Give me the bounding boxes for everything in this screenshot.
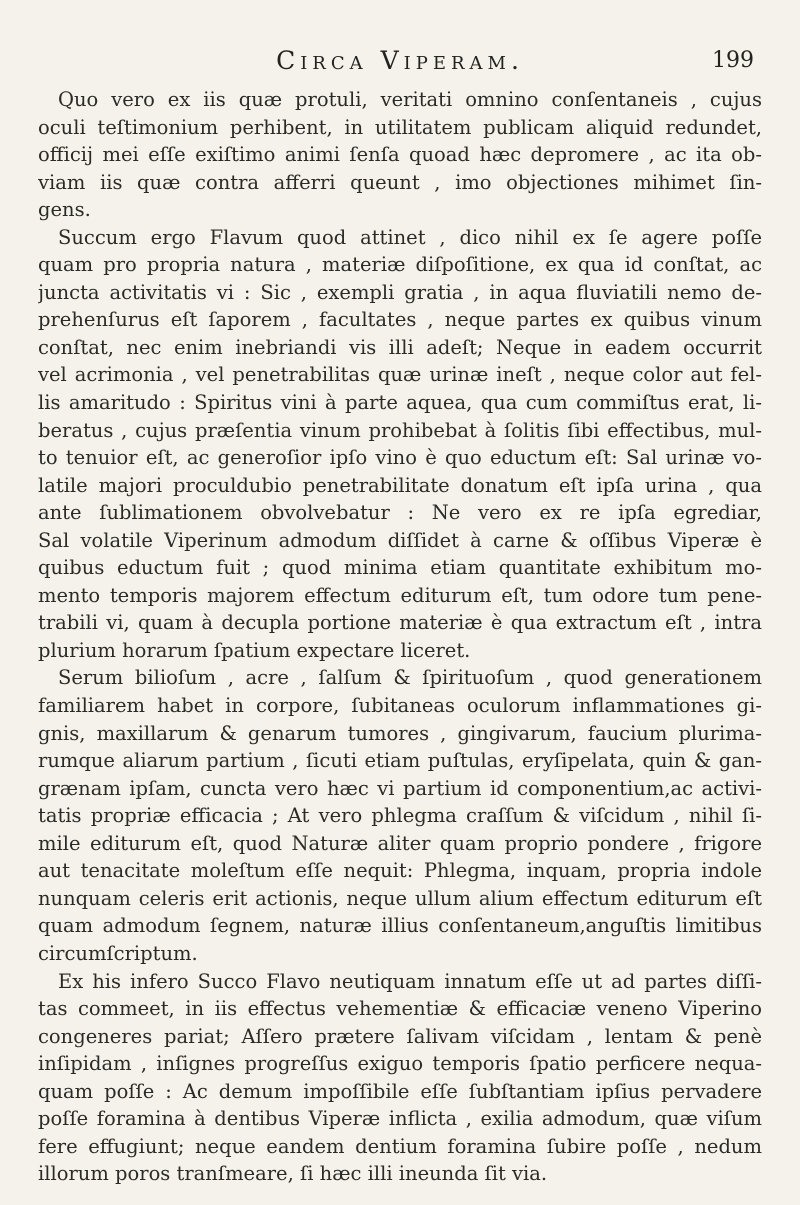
text-line: oculi teſtimonium perhibent, in utilitatem publicam aliquid redundet, — [38, 115, 762, 139]
text-line: illorum poros tranſmeare, ſi hæc illi ineunda ſit via. — [38, 1162, 548, 1186]
page-header — [38, 46, 762, 80]
text-line: fere effugiunt; neque eandem dentium foramina ſubire poſſe , nedum — [38, 1134, 762, 1158]
text-line: Quo vero ex iis quæ protuli, veritati omnino conſentaneis , cujus — [58, 88, 762, 111]
text-line: vel acrimonia , vel penetrabilitas quæ urinæ ineſt , neque color aut fel- — [38, 363, 762, 387]
text-line: to tenuior eſt, ac generoſior ipſo vino è quo eductum eſt: Sal urinæ vo- — [38, 446, 762, 470]
text-line: nunquam celeris erit actionis, neque ullum alium effectum editurum eſt — [38, 886, 762, 910]
text-line: quibus eductum fuit ; quod minima etiam quantitate exhibitum mo- — [38, 556, 762, 580]
text-line: plurium horarum ſpatium expectare liceret. — [38, 638, 471, 662]
text-line: congeneres pariat; Aſſero prætere ſalivam viſcidam , lentam & penè — [38, 1024, 762, 1048]
text-line: tatis propriæ efficacia ; At vero phlegma craſſum & viſcidum , nihil ſi- — [38, 804, 762, 828]
text-line: prehenſurus eſt ſaporem , facultates , neque partes ex quibus vinum — [38, 308, 762, 332]
text-line: viam iis quæ contra afferri queunt , imo objectiones mihimet ſin- — [38, 170, 762, 194]
text-line: trabili vi, quam à decupla portione materiæ è qua extractum eſt , intra — [38, 611, 762, 635]
text-line: quam admodum ſegnem, naturæ illius conſentaneum,anguſtis limitibus — [38, 914, 762, 938]
text-line: conſtat, nec enim inebriandi vis illi adeſt; Neque in eadem occurrit — [38, 335, 762, 359]
text-line: ante ſublimationem obvolvebatur : Ne vero ex re ipſa egrediar, — [38, 501, 762, 525]
text-line: lis amaritudo : Spiritus vini à parte aquea, qua cum commiſtus erat, li- — [38, 391, 762, 415]
text-line: circumſcriptum. — [38, 941, 198, 965]
text-line: Ex his infero Succo Flavo neutiquam innatum eſſe ut ad partes diſſi- — [58, 969, 762, 993]
text-line: quam pro propria natura , materiæ diſpoſitione, ex qua id conſtat, ac — [38, 253, 762, 277]
text-line: mile editurum eſt, quod Naturæ aliter quam proprio pondere , frigore — [38, 831, 762, 855]
text-line: Sal volatile Viperinum admodum diſſidet à carne & oſſibus Viperæ è — [38, 528, 762, 552]
text-line: inſipidam , inſignes progreſſus exiguo temporis ſpatio perficere nequa- — [38, 1052, 762, 1076]
text-line: poſſe foramina à dentibus Viperæ inflicta , exilia admodum, quæ viſum — [38, 1107, 762, 1131]
text-line: rumque aliarum partium , ſicuti etiam puſtulas, eryſipelata, quin & gan- — [38, 749, 762, 773]
text-line: latile majori proculdubio penetrabilitate donatum eſt ipſa urina , qua — [38, 473, 762, 497]
text-line: gens. — [38, 198, 91, 222]
text-line: familiarem habet in corpore, ſubitaneas oculorum inflammationes gi- — [38, 694, 762, 718]
running-title: Circa Viperam. — [276, 46, 524, 75]
body-text — [38, 86, 762, 1188]
text-line: mento temporis majorem effectum editurum eſt, tum odore tum pene- — [38, 583, 762, 607]
text-line: tas commeet, in iis effectus vehementiæ & efficaciæ veneno Viperino — [38, 997, 762, 1021]
text-line: beratus , cujus præſentia vinum prohibebat à ſolitis ſibi effectibus, mul- — [38, 418, 762, 442]
text-line: Succum ergo Flavum quod attinet , dico nihil ex ſe agere poſſe — [58, 225, 762, 249]
text-line: aut tenacitate moleſtum eſſe nequit: Phlegma, inquam, propria indole — [38, 859, 762, 883]
text-line: gnis, maxillarum & genarum tumores , gingivarum, faucium plurima- — [38, 721, 762, 745]
text-line: grænam ipſam, cuncta vero hæc vi partium id componentium,ac activi- — [38, 776, 762, 800]
text-line: officij mei eſſe exiſtimo animi ſenſa quoad hæc depromere , ac ita ob- — [38, 143, 762, 167]
page-number: 199 — [712, 48, 754, 73]
text-line: juncta activitatis vi : Sic , exempli gratia , in aqua fluviatili nemo de- — [38, 280, 762, 304]
text-line: quam poſſe : Ac demum impoſſibile eſſe ſubſtantiam ipſius pervadere — [38, 1079, 762, 1103]
text-line: Serum bilioſum , acre , ſalſum & ſpirituoſum , quod generationem — [58, 666, 762, 690]
